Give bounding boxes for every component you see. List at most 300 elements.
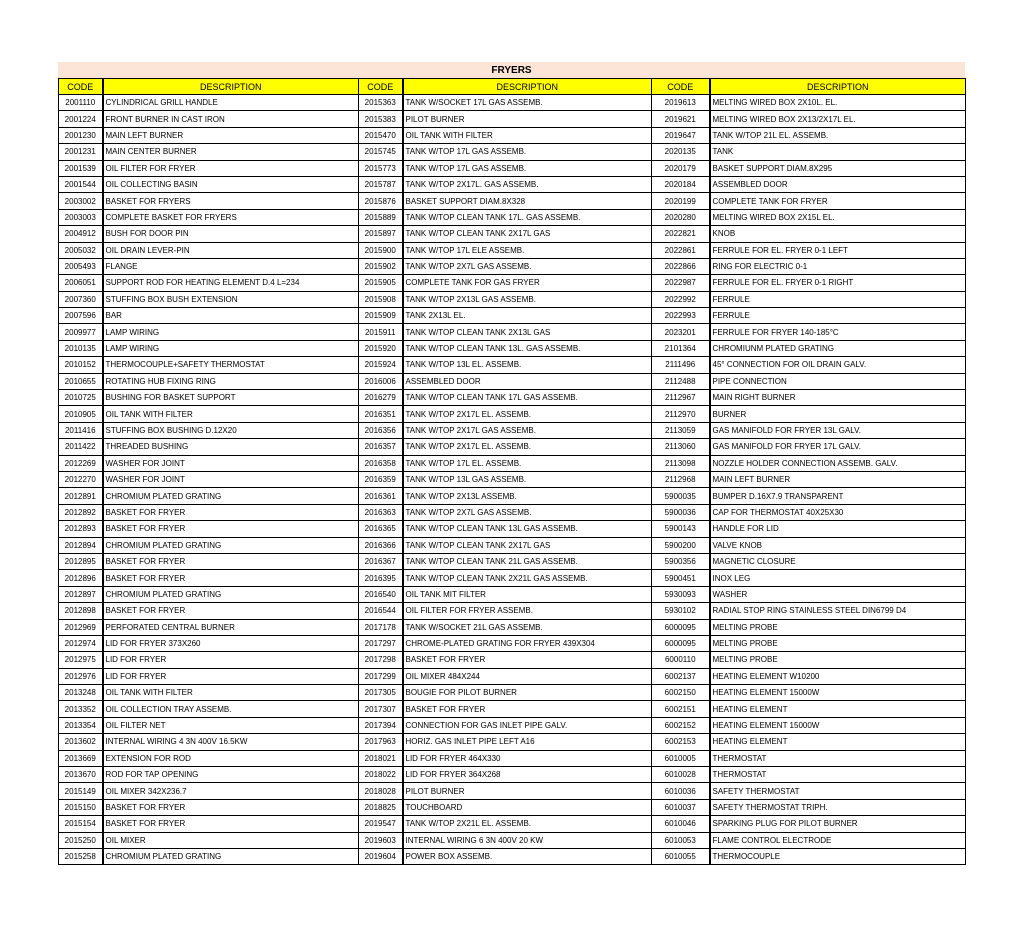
code-cell: 2015787: [359, 176, 403, 192]
table-row: [59, 111, 966, 127]
description-cell: TANK W/TOP CLEAN TANK 2X13L GAS: [403, 324, 652, 340]
description-cell: OIL MIXER 342X236.7: [103, 783, 359, 799]
table-row: [59, 193, 966, 209]
description-cell: FRONT BURNER IN CAST IRON: [103, 111, 359, 127]
description-cell: OIL TANK WITH FILTER: [103, 406, 359, 422]
code-cell: 2015908: [359, 291, 403, 307]
description-cell: TANK 2X13L EL.: [403, 308, 652, 324]
code-cell: 2004912: [59, 226, 103, 242]
code-cell: 2112488: [652, 373, 710, 389]
code-cell: 2016361: [359, 488, 403, 504]
code-cell: 6002150: [652, 685, 710, 701]
code-cell: 6010036: [652, 783, 710, 799]
description-cell: OIL FILTER FOR FRYER ASSEMB.: [403, 603, 652, 619]
code-cell: 2016363: [359, 504, 403, 520]
description-cell: HEATING ELEMENT 15000W: [710, 717, 966, 733]
description-cell: STUFFING BOX BUSHING D.12X20: [103, 422, 359, 438]
description-cell: TANK W/TOP 13L EL. ASSEMB.: [403, 357, 652, 373]
description-cell: LAMP WIRING: [103, 324, 359, 340]
table-row: [59, 701, 966, 717]
description-cell: TANK W/TOP 2X17L. GAS ASSEMB.: [403, 176, 652, 192]
code-cell: 2003002: [59, 193, 103, 209]
code-cell: 2017299: [359, 668, 403, 684]
code-cell: 2022821: [652, 226, 710, 242]
code-cell: 2113098: [652, 455, 710, 471]
description-cell: ASSEMBLED DOOR: [403, 373, 652, 389]
description-cell: CAP FOR THERMOSTAT 40X25X30: [710, 504, 966, 520]
table-row: [59, 570, 966, 586]
table-row: [59, 848, 966, 864]
table-row: [59, 144, 966, 160]
code-cell: 2015902: [359, 258, 403, 274]
description-cell: PILOT BURNER: [403, 111, 652, 127]
description-cell: CONNECTION FOR GAS INLET PIPE GALV.: [403, 717, 652, 733]
table-row: [59, 340, 966, 356]
description-cell: LAMP WIRING: [103, 340, 359, 356]
code-cell: 2023201: [652, 324, 710, 340]
table-row: [59, 635, 966, 651]
description-cell: NOZZLE HOLDER CONNECTION ASSEMB. GALV.: [710, 455, 966, 471]
description-cell: TANK W/TOP 2X17L EL. ASSEMB.: [403, 406, 652, 422]
code-cell: 5900035: [652, 488, 710, 504]
description-cell: HORIZ. GAS INLET PIPE LEFT A16: [403, 734, 652, 750]
code-cell: 6010055: [652, 848, 710, 864]
description-cell: SUPPORT ROD FOR HEATING ELEMENT D.4 L=234: [103, 275, 359, 291]
description-cell: INTERNAL WIRING 6 3N 400V 20 KW: [403, 832, 652, 848]
description-cell: PERFORATED CENTRAL BURNER: [103, 619, 359, 635]
description-cell: OIL MIXER: [103, 832, 359, 848]
code-cell: 2012894: [59, 537, 103, 553]
code-cell: 2022987: [652, 275, 710, 291]
code-cell: 5930102: [652, 603, 710, 619]
description-cell: TANK W/TOP CLEAN TANK 21L GAS ASSEMB.: [403, 553, 652, 569]
code-cell: 2022992: [652, 291, 710, 307]
code-cell: 2017298: [359, 652, 403, 668]
description-cell: OIL DRAIN LEVER-PIN: [103, 242, 359, 258]
code-cell: 2015250: [59, 832, 103, 848]
description-cell: BUSHING FOR BASKET SUPPORT: [103, 390, 359, 406]
code-cell: 2015909: [359, 308, 403, 324]
description-cell: TANK W/TOP 17L GAS ASSEMB.: [403, 160, 652, 176]
code-cell: 5930093: [652, 586, 710, 602]
code-cell: 5900036: [652, 504, 710, 520]
description-cell: TANK W/TOP CLEAN TANK 13L GAS ASSEMB.: [403, 521, 652, 537]
code-cell: 2016540: [359, 586, 403, 602]
description-cell: ASSEMBLED DOOR: [710, 176, 966, 192]
code-cell: 5900356: [652, 553, 710, 569]
description-cell: TANK W/TOP 2X13L ASSEMB.: [403, 488, 652, 504]
code-cell: 2016365: [359, 521, 403, 537]
description-cell: FERRULE: [710, 308, 966, 324]
description-cell: TANK W/TOP CLEAN TANK 17L GAS ASSEMB.: [403, 390, 652, 406]
code-cell: 2112968: [652, 471, 710, 487]
code-cell: 2007360: [59, 291, 103, 307]
code-cell: 2020135: [652, 144, 710, 160]
code-cell: 2005032: [59, 242, 103, 258]
description-cell: BURNER: [710, 406, 966, 422]
description-cell: SAFETY THERMOSTAT: [710, 783, 966, 799]
code-cell: 2015900: [359, 242, 403, 258]
description-cell: TANK W/TOP 13L GAS ASSEMB.: [403, 471, 652, 487]
table-row: [59, 390, 966, 406]
description-cell: RING FOR ELECTRIC 0-1: [710, 258, 966, 274]
table-row: [59, 160, 966, 176]
code-cell: 2012270: [59, 471, 103, 487]
description-cell: BAR: [103, 308, 359, 324]
code-cell: 2003003: [59, 209, 103, 225]
code-cell: 2011422: [59, 439, 103, 455]
code-cell: 2018022: [359, 767, 403, 783]
description-cell: THERMOCOUPLE+SAFETY THERMOSTAT: [103, 357, 359, 373]
table-row: [59, 652, 966, 668]
description-cell: RADIAL STOP RING STAINLESS STEEL DIN6799 D4: [710, 603, 966, 619]
code-cell: 2020199: [652, 193, 710, 209]
code-cell: 2015773: [359, 160, 403, 176]
description-cell: OIL COLLECTING BASIN: [103, 176, 359, 192]
code-cell: 6002152: [652, 717, 710, 733]
code-cell: 2016367: [359, 553, 403, 569]
code-cell: 2011416: [59, 422, 103, 438]
description-cell: CHROMIUNM PLATED GRATING: [710, 340, 966, 356]
table-row: [59, 291, 966, 307]
code-cell: 2016395: [359, 570, 403, 586]
header-row: [59, 79, 966, 95]
code-cell: 2016544: [359, 603, 403, 619]
description-cell: TANK W/TOP 2X21L EL. ASSEMB.: [403, 816, 652, 832]
code-cell: 2022993: [652, 308, 710, 324]
description-cell: STUFFING BOX BUSH EXTENSION: [103, 291, 359, 307]
description-cell: CHROMIUM PLATED GRATING: [103, 537, 359, 553]
code-cell: 2010655: [59, 373, 103, 389]
description-cell: TANK W/TOP CLEAN TANK 2X17L GAS: [403, 226, 652, 242]
code-cell: 5900200: [652, 537, 710, 553]
code-cell: 2017963: [359, 734, 403, 750]
description-cell: HANDLE FOR LID: [710, 521, 966, 537]
code-cell: 2019647: [652, 127, 710, 143]
description-cell: TANK W/TOP CLEAN TANK 2X21L GAS ASSEMB.: [403, 570, 652, 586]
code-cell: 2017307: [359, 701, 403, 717]
table-row: [59, 783, 966, 799]
code-cell: 2013669: [59, 750, 103, 766]
header-description-2: DESCRIPTION: [403, 79, 652, 95]
description-cell: TANK W/TOP 17L GAS ASSEMB.: [403, 144, 652, 160]
parts-table: [58, 78, 966, 865]
description-cell: BUSH FOR DOOR PIN: [103, 226, 359, 242]
table-row: [59, 226, 966, 242]
code-cell: 2016357: [359, 439, 403, 455]
description-cell: MAIN CENTER BURNER: [103, 144, 359, 160]
code-cell: 2015924: [359, 357, 403, 373]
code-cell: 2012969: [59, 619, 103, 635]
code-cell: 2015383: [359, 111, 403, 127]
code-cell: 2101364: [652, 340, 710, 356]
description-cell: LID FOR FRYER 364X268: [403, 767, 652, 783]
code-cell: 2001110: [59, 95, 103, 111]
code-cell: 2015745: [359, 144, 403, 160]
code-cell: 2112967: [652, 390, 710, 406]
code-cell: 2018028: [359, 783, 403, 799]
code-cell: 2019613: [652, 95, 710, 111]
code-cell: 2015889: [359, 209, 403, 225]
code-cell: 2015149: [59, 783, 103, 799]
table-row: [59, 258, 966, 274]
description-cell: MAIN RIGHT BURNER: [710, 390, 966, 406]
code-cell: 2019604: [359, 848, 403, 864]
description-cell: THERMOSTAT: [710, 750, 966, 766]
code-cell: 2017178: [359, 619, 403, 635]
code-cell: 2013354: [59, 717, 103, 733]
code-cell: 2016006: [359, 373, 403, 389]
description-cell: TANK W/TOP 17L EL. ASSEMB.: [403, 455, 652, 471]
description-cell: BASKET FOR FRYER: [103, 521, 359, 537]
code-cell: 2020184: [652, 176, 710, 192]
table-row: [59, 521, 966, 537]
description-cell: OIL COLLECTION TRAY ASSEMB.: [103, 701, 359, 717]
code-cell: 2012974: [59, 635, 103, 651]
description-cell: SPARKING PLUG FOR PILOT BURNER: [710, 816, 966, 832]
description-cell: CHROMIUM PLATED GRATING: [103, 488, 359, 504]
description-cell: WASHER FOR JOINT: [103, 455, 359, 471]
table-row: [59, 537, 966, 553]
description-cell: INOX LEG: [710, 570, 966, 586]
description-cell: HEATING ELEMENT 15000W: [710, 685, 966, 701]
code-cell: 2019603: [359, 832, 403, 848]
code-cell: 2016359: [359, 471, 403, 487]
code-cell: 6010037: [652, 799, 710, 815]
code-cell: 2019547: [359, 816, 403, 832]
description-cell: FERRULE FOR FRYER 140-185°C: [710, 324, 966, 340]
table-row: [59, 324, 966, 340]
code-cell: 2010905: [59, 406, 103, 422]
description-cell: OIL TANK WITH FILTER: [403, 127, 652, 143]
code-cell: 2013248: [59, 685, 103, 701]
table-row: [59, 734, 966, 750]
code-cell: 2012893: [59, 521, 103, 537]
description-cell: BASKET SUPPORT DIAM.8X328: [403, 193, 652, 209]
description-cell: LID FOR FRYER: [103, 652, 359, 668]
code-cell: 2013670: [59, 767, 103, 783]
description-cell: INTERNAL WIRING 4 3N 400V 16.5KW: [103, 734, 359, 750]
code-cell: 2016358: [359, 455, 403, 471]
code-cell: 2018825: [359, 799, 403, 815]
code-cell: 6002153: [652, 734, 710, 750]
code-cell: 2015470: [359, 127, 403, 143]
table-row: [59, 209, 966, 225]
description-cell: TANK W/TOP 2X17L GAS ASSEMB.: [403, 422, 652, 438]
code-cell: 2012895: [59, 553, 103, 569]
table-row: [59, 586, 966, 602]
description-cell: LID FOR FRYER: [103, 668, 359, 684]
description-cell: CYLINDRICAL GRILL HANDLE: [103, 95, 359, 111]
description-cell: FERRULE FOR EL. FRYER 0-1 RIGHT: [710, 275, 966, 291]
table-row: [59, 685, 966, 701]
header-code-2: CODE: [359, 79, 403, 95]
description-cell: COMPLETE BASKET FOR FRYERS: [103, 209, 359, 225]
description-cell: GAS MANIFOLD FOR FRYER 17L GALV.: [710, 439, 966, 455]
code-cell: 2111496: [652, 357, 710, 373]
code-cell: 2015905: [359, 275, 403, 291]
parts-sheet: [58, 62, 965, 865]
table-row: [59, 406, 966, 422]
description-cell: COMPLETE TANK FOR FRYER: [710, 193, 966, 209]
code-cell: 2001224: [59, 111, 103, 127]
description-cell: TANK W/SOCKET 21L GAS ASSEMB.: [403, 619, 652, 635]
code-cell: 2012892: [59, 504, 103, 520]
description-cell: LID FOR FRYER 373X260: [103, 635, 359, 651]
description-cell: CHROMIUM PLATED GRATING: [103, 848, 359, 864]
table-row: [59, 127, 966, 143]
description-cell: BASKET FOR FRYER: [103, 553, 359, 569]
table-row: [59, 603, 966, 619]
code-cell: 2018021: [359, 750, 403, 766]
code-cell: 2007596: [59, 308, 103, 324]
description-cell: LID FOR FRYER 464X330: [403, 750, 652, 766]
code-cell: 2017297: [359, 635, 403, 651]
header-description-1: DESCRIPTION: [103, 79, 359, 95]
table-row: [59, 455, 966, 471]
description-cell: BOUGIE FOR PILOT BURNER: [403, 685, 652, 701]
description-cell: MAGNETIC CLOSURE: [710, 553, 966, 569]
code-cell: 2001544: [59, 176, 103, 192]
table-row: [59, 357, 966, 373]
header-description-3: DESCRIPTION: [710, 79, 966, 95]
description-cell: EXTENSION FOR ROD: [103, 750, 359, 766]
description-cell: TOUCHBOARD: [403, 799, 652, 815]
description-cell: POWER BOX ASSEMB.: [403, 848, 652, 864]
code-cell: 2012975: [59, 652, 103, 668]
code-cell: 2016351: [359, 406, 403, 422]
description-cell: OIL TANK MIT FILTER: [403, 586, 652, 602]
description-cell: WASHER: [710, 586, 966, 602]
code-cell: 2015154: [59, 816, 103, 832]
description-cell: CHROMIUM PLATED GRATING: [103, 586, 359, 602]
header-code-3: CODE: [652, 79, 710, 95]
description-cell: KNOB: [710, 226, 966, 242]
code-cell: 6000095: [652, 635, 710, 651]
code-cell: 2013352: [59, 701, 103, 717]
description-cell: BASKET FOR FRYER: [103, 799, 359, 815]
table-row: [59, 767, 966, 783]
description-cell: MELTING WIRED BOX 2X10L. EL.: [710, 95, 966, 111]
description-cell: TANK W/TOP 2X13L GAS ASSEMB.: [403, 291, 652, 307]
description-cell: VALVE KNOB: [710, 537, 966, 553]
table-row: [59, 488, 966, 504]
description-cell: TANK W/TOP 2X17L EL. ASSEMB.: [403, 439, 652, 455]
code-cell: 2010152: [59, 357, 103, 373]
code-cell: 2015363: [359, 95, 403, 111]
code-cell: 2020179: [652, 160, 710, 176]
table-row: [59, 176, 966, 192]
code-cell: 2016366: [359, 537, 403, 553]
description-cell: TANK W/TOP CLEAN TANK 2X17L GAS: [403, 537, 652, 553]
code-cell: 2112970: [652, 406, 710, 422]
description-cell: TANK W/TOP CLEAN TANK 13L. GAS ASSEMB.: [403, 340, 652, 356]
description-cell: FERRULE: [710, 291, 966, 307]
code-cell: 2015911: [359, 324, 403, 340]
description-cell: CHROME-PLATED GRATING FOR FRYER 439X304: [403, 635, 652, 651]
description-cell: TANK W/SOCKET 17L GAS ASSEMB.: [403, 95, 652, 111]
code-cell: 2012976: [59, 668, 103, 684]
table-row: [59, 668, 966, 684]
description-cell: GAS MANIFOLD FOR FRYER 13L GALV.: [710, 422, 966, 438]
code-cell: 2015897: [359, 226, 403, 242]
code-cell: 2012891: [59, 488, 103, 504]
description-cell: BASKET FOR FRYER: [103, 603, 359, 619]
code-cell: 2020280: [652, 209, 710, 225]
description-cell: OIL TANK WITH FILTER: [103, 685, 359, 701]
code-cell: 2001231: [59, 144, 103, 160]
code-cell: 2009977: [59, 324, 103, 340]
code-cell: 2015876: [359, 193, 403, 209]
description-cell: BASKET SUPPORT DIAM.8X295: [710, 160, 966, 176]
code-cell: 2012897: [59, 586, 103, 602]
table-row: [59, 799, 966, 815]
description-cell: TANK W/TOP 2X7L GAS ASSEMB.: [403, 258, 652, 274]
description-cell: BASKET FOR FRYER: [103, 816, 359, 832]
code-cell: 5900143: [652, 521, 710, 537]
table-row: [59, 832, 966, 848]
description-cell: THERMOCOUPLE: [710, 848, 966, 864]
table-row: [59, 750, 966, 766]
code-cell: 6010046: [652, 816, 710, 832]
description-cell: TANK W/TOP 21L EL. ASSEMB.: [710, 127, 966, 143]
description-cell: ROD FOR TAP OPENING: [103, 767, 359, 783]
description-cell: HEATING ELEMENT: [710, 701, 966, 717]
code-cell: 2012898: [59, 603, 103, 619]
description-cell: TANK W/TOP CLEAN TANK 17L. GAS ASSEMB.: [403, 209, 652, 225]
description-cell: MELTING PROBE: [710, 619, 966, 635]
description-cell: BASKET FOR FRYER: [403, 652, 652, 668]
code-cell: 2016356: [359, 422, 403, 438]
code-cell: 2113059: [652, 422, 710, 438]
description-cell: HEATING ELEMENT: [710, 734, 966, 750]
description-cell: HEATING ELEMENT W10200: [710, 668, 966, 684]
description-cell: MAIN LEFT BURNER: [710, 471, 966, 487]
description-cell: MELTING PROBE: [710, 652, 966, 668]
table-row: [59, 373, 966, 389]
code-cell: 6010005: [652, 750, 710, 766]
description-cell: THERMOSTAT: [710, 767, 966, 783]
code-cell: 6010053: [652, 832, 710, 848]
code-cell: 6000095: [652, 619, 710, 635]
description-cell: TANK W/TOP 2X7L GAS ASSEMB.: [403, 504, 652, 520]
code-cell: 2017394: [359, 717, 403, 733]
code-cell: 6010028: [652, 767, 710, 783]
code-cell: 2113060: [652, 439, 710, 455]
code-cell: 5900451: [652, 570, 710, 586]
code-cell: 2017305: [359, 685, 403, 701]
description-cell: FLAME CONTROL ELECTRODE: [710, 832, 966, 848]
code-cell: 2015920: [359, 340, 403, 356]
table-row: [59, 471, 966, 487]
description-cell: BASKET FOR FRYER: [103, 504, 359, 520]
description-cell: BASKET FOR FRYER: [103, 570, 359, 586]
description-cell: SAFETY THERMOSTAT TRIPH.: [710, 799, 966, 815]
description-cell: TANK W/TOP 17L ELE ASSEMB.: [403, 242, 652, 258]
description-cell: MELTING WIRED BOX 2X13/2X17L EL.: [710, 111, 966, 127]
description-cell: BUMPER D.16X7.9 TRANSPARENT: [710, 488, 966, 504]
table-row: [59, 816, 966, 832]
code-cell: 2016279: [359, 390, 403, 406]
description-cell: OIL FILTER FOR FRYER: [103, 160, 359, 176]
table-row: [59, 439, 966, 455]
table-row: [59, 504, 966, 520]
code-cell: 2019621: [652, 111, 710, 127]
description-cell: 45° CONNECTION FOR OIL DRAIN GALV.: [710, 357, 966, 373]
description-cell: OIL MIXER 484X244: [403, 668, 652, 684]
description-cell: BASKET FOR FRYERS: [103, 193, 359, 209]
code-cell: 2001539: [59, 160, 103, 176]
